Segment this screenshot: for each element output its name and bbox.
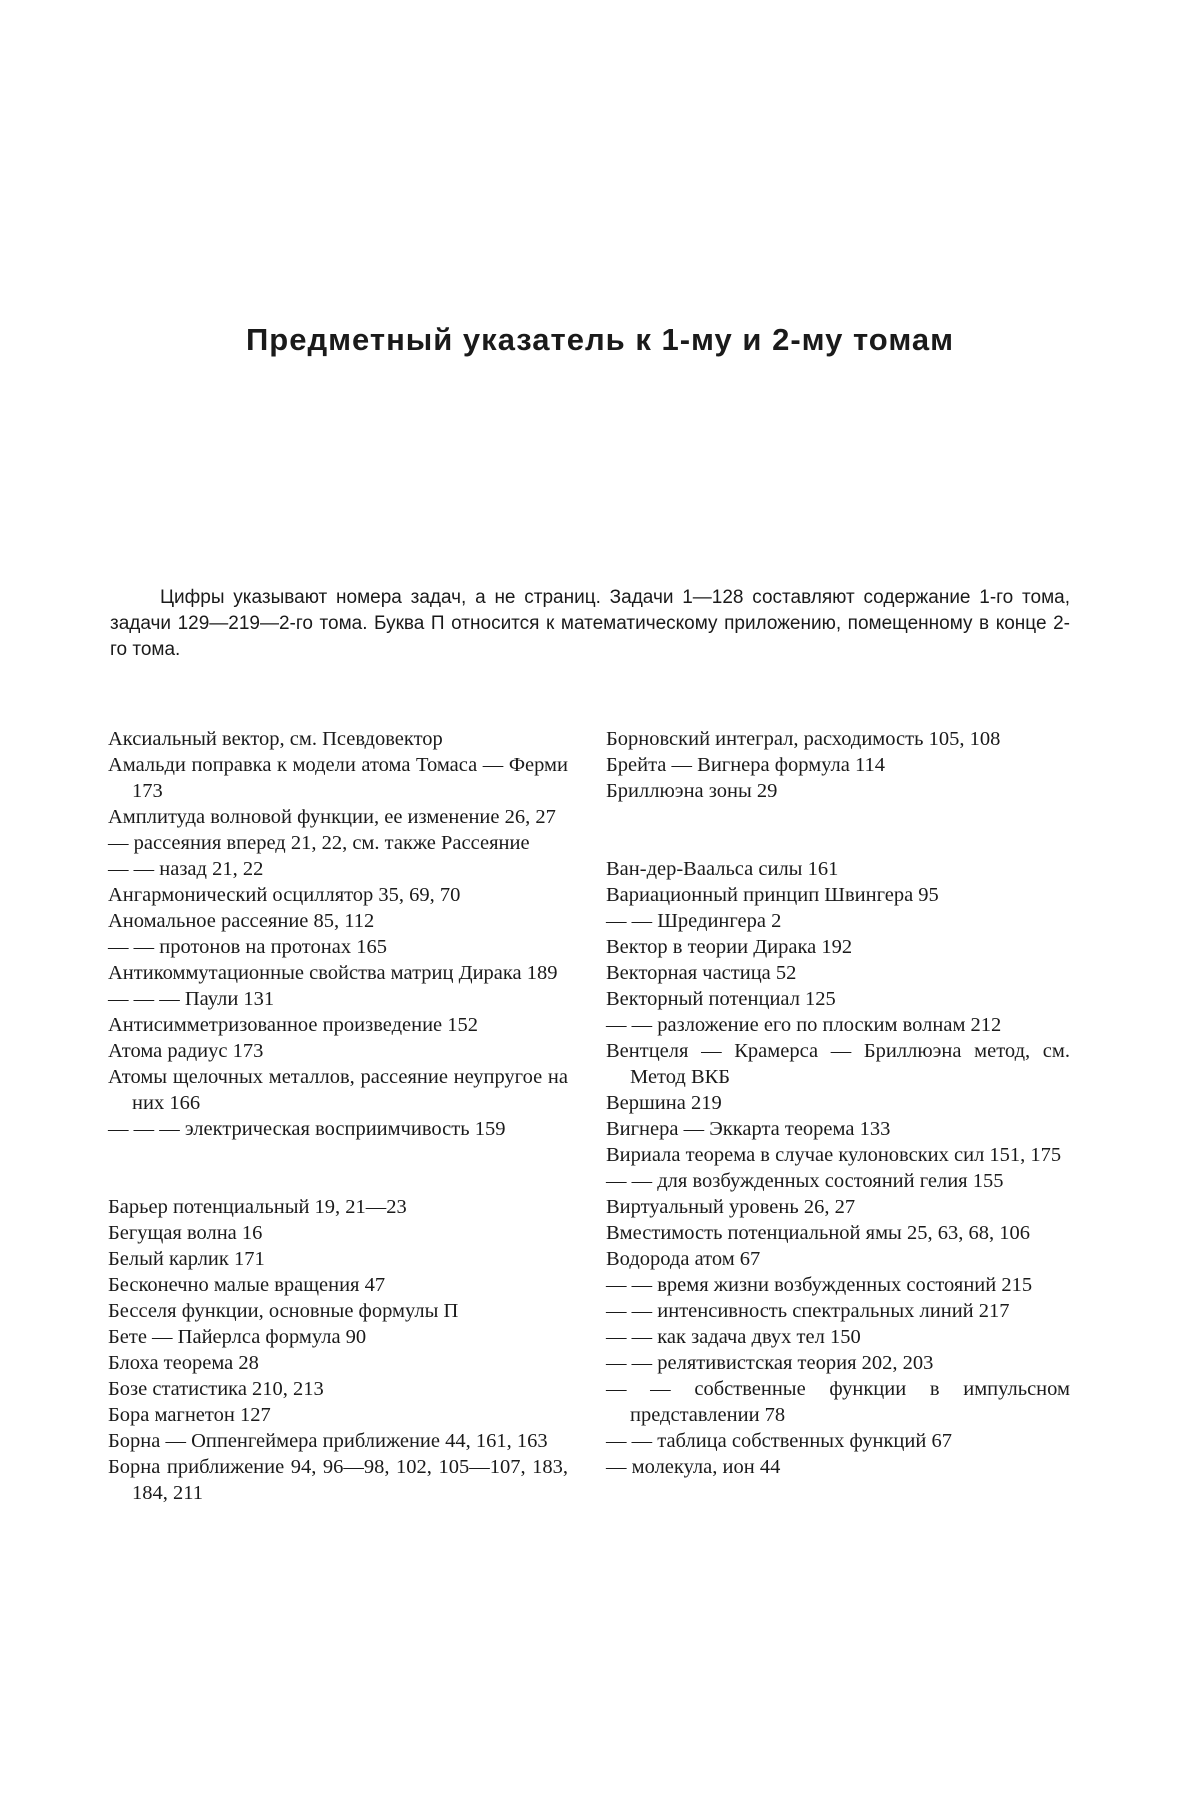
section-gap [606, 804, 1070, 856]
index-entry: — — для возбужденных состояний гелия 155 [606, 1168, 1070, 1194]
index-entry: Атомы щелочных металлов, рассеяние неупругое на них 166 [108, 1064, 568, 1116]
index-entry: Бора магнетон 127 [108, 1402, 568, 1428]
index-entry: Антисимметризованное произведение 152 [108, 1012, 568, 1038]
index-entry: Вириала теорема в случае кулоновских сил 151, 175 [606, 1142, 1070, 1168]
index-entry: — — релятивистская теория 202, 203 [606, 1350, 1070, 1376]
index-entry: — — интенсивность спектральных линий 217 [606, 1298, 1070, 1324]
index-column-right [606, 726, 1070, 1480]
index-entry: Бесселя функции, основные формулы П [108, 1298, 568, 1324]
index-entry: Аксиальный вектор, см. Псевдовектор [108, 726, 568, 752]
page-title: Предметный указатель к 1-му и 2-му томам [0, 322, 1200, 358]
index-entry: — — разложение его по плоским волнам 212 [606, 1012, 1070, 1038]
index-entry: Вершина 219 [606, 1090, 1070, 1116]
index-entry: — — как задача двух тел 150 [606, 1324, 1070, 1350]
index-entry: Барьер потенциальный 19, 21—23 [108, 1194, 568, 1220]
index-entry: — — протонов на протонах 165 [108, 934, 568, 960]
index-entry: — — таблица собственных функций 67 [606, 1428, 1070, 1454]
index-column-left [108, 726, 568, 1506]
index-entry: Ангармонический осциллятор 35, 69, 70 [108, 882, 568, 908]
index-entry: Вигнера — Эккарта теорема 133 [606, 1116, 1070, 1142]
index-entry: Водорода атом 67 [606, 1246, 1070, 1272]
index-entry: Векторный потенциал 125 [606, 986, 1070, 1012]
section-gap [108, 1142, 568, 1194]
index-entry: Бриллюэна зоны 29 [606, 778, 1070, 804]
index-entry: — — назад 21, 22 [108, 856, 568, 882]
index-entry: — — — электрическая восприимчивость 159 [108, 1116, 568, 1142]
index-entry: Векторная частица 52 [606, 960, 1070, 986]
index-entry: Вариационный принцип Швингера 95 [606, 882, 1070, 908]
index-entry: Бегущая волна 16 [108, 1220, 568, 1246]
index-entry: — — время жизни возбужденных состояний 215 [606, 1272, 1070, 1298]
index-entry: Бозе статистика 210, 213 [108, 1376, 568, 1402]
index-entry: — — собственные функции в импульсном представлении 78 [606, 1376, 1070, 1428]
index-entry: — — Шредингера 2 [606, 908, 1070, 934]
index-entry: — — — Паули 131 [108, 986, 568, 1012]
index-entry: Антикоммутационные свойства матриц Дирака 189 [108, 960, 568, 986]
index-entry: — рассеяния вперед 21, 22, см. также Рассеяние [108, 830, 568, 856]
index-entry: Белый карлик 171 [108, 1246, 568, 1272]
index-entry: Борновский интеграл, расходимость 105, 108 [606, 726, 1070, 752]
index-entry: Борна — Оппенгеймера приближение 44, 161, 163 [108, 1428, 568, 1454]
index-entry: Блоха теорема 28 [108, 1350, 568, 1376]
index-entry: Атома радиус 173 [108, 1038, 568, 1064]
index-entry: Борна приближение 94, 96—98, 102, 105—107, 183, 184, 211 [108, 1454, 568, 1506]
index-entry: Виртуальный уровень 26, 27 [606, 1194, 1070, 1220]
index-entry: Амплитуда волновой функции, ее изменение 26, 27 [108, 804, 568, 830]
index-entry: Бесконечно малые вращения 47 [108, 1272, 568, 1298]
intro-paragraph: Цифры указывают номера задач, а не страниц. Задачи 1—128 составляют содержание 1-го тома, задачи 129—219—2-го тома. Буква П относится к математическому приложению, помещенному в конце 2-го тома. [110, 585, 1070, 663]
index-entry: Вентцеля — Крамерса — Бриллюэна метод, см. Метод ВКБ [606, 1038, 1070, 1090]
index-entry: Бете — Пайерлса формула 90 [108, 1324, 568, 1350]
index-entry: Вектор в теории Дирака 192 [606, 934, 1070, 960]
index-entry: Вместимость потенциальной ямы 25, 63, 68, 106 [606, 1220, 1070, 1246]
index-entry: Амальди поправка к модели атома Томаса — Ферми 173 [108, 752, 568, 804]
index-entry: Аномальное рассеяние 85, 112 [108, 908, 568, 934]
index-entry: Ван-дер-Ваальса силы 161 [606, 856, 1070, 882]
index-entry: Брейта — Вигнера формула 114 [606, 752, 1070, 778]
index-entry: — молекула, ион 44 [606, 1454, 1070, 1480]
